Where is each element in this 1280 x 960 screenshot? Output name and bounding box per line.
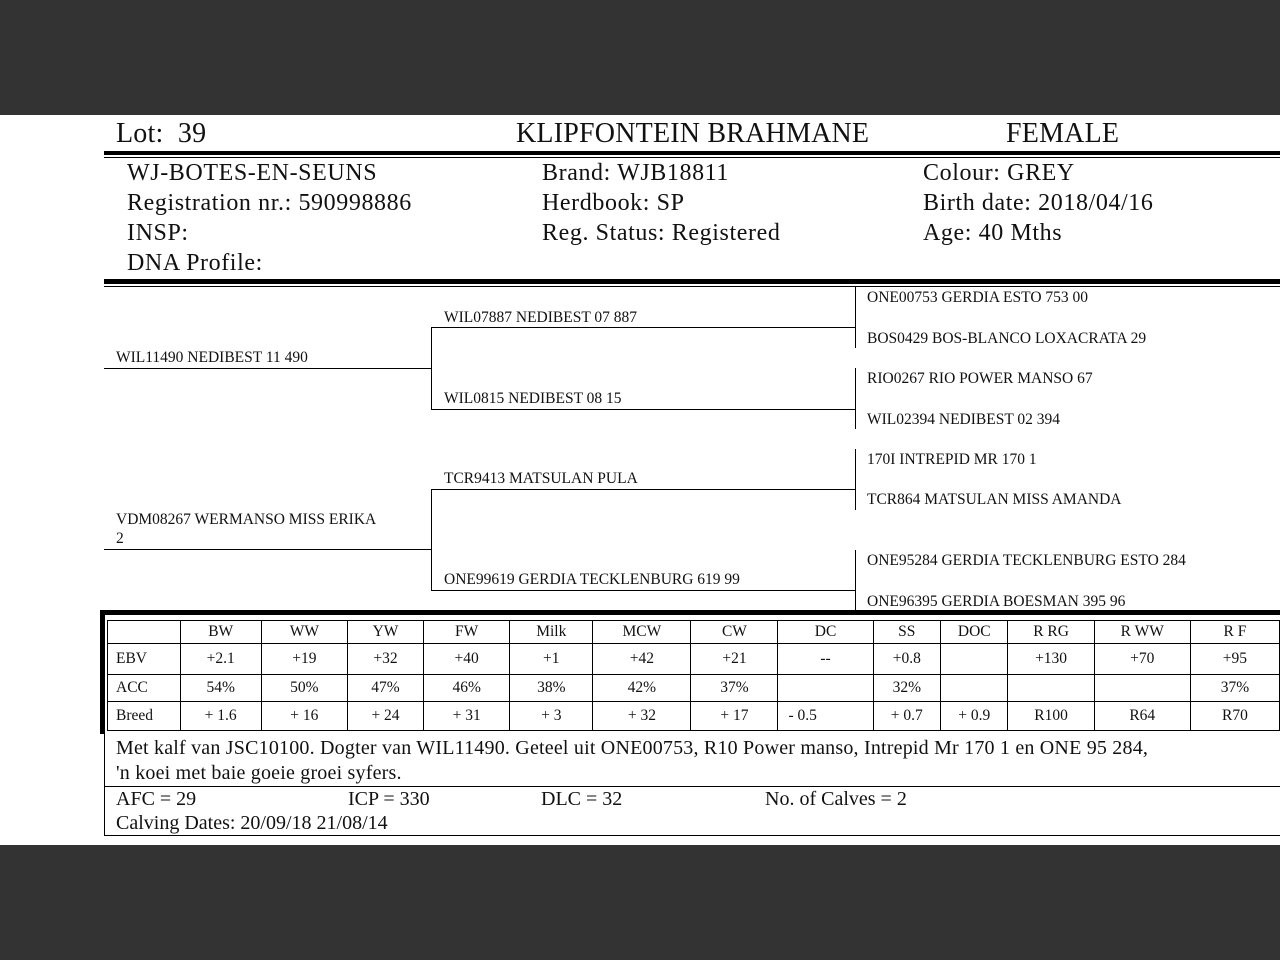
colour: Colour: GREY xyxy=(923,160,1075,186)
acc-cell: 47% xyxy=(347,675,423,702)
ggp-2: BOS0429 BOS-BLANCO LOXACRATA 29 xyxy=(867,330,1147,347)
acc-cell: 38% xyxy=(510,675,593,702)
ds-bracket xyxy=(855,449,856,510)
lot-label xyxy=(116,118,206,150)
sire-sire: WIL07887 NEDIBEST 07 887 xyxy=(444,309,638,326)
acc-cell: 37% xyxy=(1190,675,1279,702)
ebv-cell: +130 xyxy=(1008,644,1094,675)
breed-row xyxy=(108,702,1280,731)
acc-row xyxy=(108,675,1280,702)
ebv-cell: +21 xyxy=(691,644,778,675)
ebv-cell: +40 xyxy=(424,644,510,675)
dam-bracket xyxy=(431,489,432,591)
info-rule-thin xyxy=(104,286,1280,287)
comment-rule xyxy=(104,786,1280,787)
owner-name: WJ-BOTES-EN-SEUNS xyxy=(127,160,378,186)
ebv-col-header: CW xyxy=(691,621,778,644)
breed-cell: - 0.5 xyxy=(778,702,873,731)
acc-cell: 46% xyxy=(424,675,510,702)
ggp-3: RIO0267 RIO POWER MANSO 67 xyxy=(867,370,1093,387)
ebv-col-header: R RG xyxy=(1008,621,1094,644)
sex-label: FEMALE xyxy=(1006,118,1120,149)
breed-cell: + 17 xyxy=(691,702,778,731)
header-rule-thick xyxy=(104,151,1280,155)
icp: ICP = 330 xyxy=(348,788,430,810)
breed-cell: + 0.9 xyxy=(941,702,1008,731)
acc-cell xyxy=(778,675,873,702)
dam-sire: TCR9413 MATSULAN PULA xyxy=(444,470,638,487)
comment-left-border xyxy=(104,734,105,836)
breed-cell: + 24 xyxy=(347,702,423,731)
dam-dam: ONE99619 GERDIA TECKLENBURG 619 99 xyxy=(444,571,740,588)
ebv-cell: -- xyxy=(778,644,873,675)
herdbook: Herdbook: SP xyxy=(542,190,685,216)
catalog-sheet xyxy=(0,115,1280,845)
sire-bracket xyxy=(431,327,432,410)
ebv-col-header xyxy=(108,621,181,644)
acc-cell: 32% xyxy=(873,675,940,702)
dam-line1: VDM08267 WERMANSO MISS ERIKA xyxy=(116,511,377,528)
ebv-col-header: DOC xyxy=(941,621,1008,644)
breed-cell: + 31 xyxy=(424,702,510,731)
breed-cell: R64 xyxy=(1094,702,1190,731)
sire-sire-line xyxy=(431,327,855,328)
acc-cell: 37% xyxy=(691,675,778,702)
ebv-col-header: R WW xyxy=(1094,621,1190,644)
comment-line2: 'n koei met baie goeie groei syfers. xyxy=(116,762,402,784)
registration-number: Registration nr.: 590998886 xyxy=(127,190,412,216)
lot-label-text: Lot: xyxy=(116,118,164,149)
ggp-7: ONE95284 GERDIA TECKLENBURG ESTO 284 xyxy=(867,552,1186,569)
acc-cell xyxy=(1008,675,1094,702)
ggp-8: ONE96395 GERDIA BOESMAN 395 96 xyxy=(867,593,1126,610)
ggp-6: TCR864 MATSULAN MISS AMANDA xyxy=(867,491,1122,508)
sd-bracket xyxy=(855,368,856,429)
ebv-col-header: SS xyxy=(873,621,940,644)
ebv-col-header: MCW xyxy=(593,621,691,644)
registration-status: Reg. Status: Registered xyxy=(542,220,781,246)
breed-cell: + 0.7 xyxy=(873,702,940,731)
breeder-title: KLIPFONTEIN BRAHMANE xyxy=(516,118,870,149)
ebv-cell: +2.1 xyxy=(180,644,261,675)
ebv-cell: +1 xyxy=(510,644,593,675)
footer-bottom-rule xyxy=(104,835,1280,836)
breed-cell: R100 xyxy=(1008,702,1094,731)
sire-dam-line xyxy=(431,409,855,410)
dd-bracket xyxy=(855,550,856,610)
ggp-1: ONE00753 GERDIA ESTO 753 00 xyxy=(867,289,1089,306)
ebv-table xyxy=(107,620,1280,731)
insp-label: INSP: xyxy=(127,220,189,246)
ebv-header-row xyxy=(108,621,1280,644)
ebv-col-header: BW xyxy=(180,621,261,644)
ebv-col-header: WW xyxy=(261,621,347,644)
acc-cell xyxy=(941,675,1008,702)
ss-bracket xyxy=(855,287,856,348)
dam-line2: 2 xyxy=(116,530,124,547)
ebv-cell: +42 xyxy=(593,644,691,675)
lot-number: 39 xyxy=(177,118,207,149)
ebv-top-rule xyxy=(100,610,1280,615)
ebv-cell xyxy=(941,644,1008,675)
age: Age: 40 Mths xyxy=(923,220,1063,246)
birth-date: Birth date: 2018/04/16 xyxy=(923,190,1154,216)
ebv-cell: +70 xyxy=(1094,644,1190,675)
ebv-col-header: FW xyxy=(424,621,510,644)
acc-cell: 50% xyxy=(261,675,347,702)
ebv-col-header: YW xyxy=(347,621,423,644)
acc-cell xyxy=(1094,675,1190,702)
acc-cell: 42% xyxy=(593,675,691,702)
sire-line xyxy=(104,368,431,369)
ggp-5: 170I INTREPID MR 170 1 xyxy=(867,451,1037,468)
info-rule-thick xyxy=(104,279,1280,284)
ebv-col-header: Milk xyxy=(510,621,593,644)
dam-line xyxy=(104,549,431,550)
ebv-cell: +0.8 xyxy=(873,644,940,675)
header-rule-thin xyxy=(104,157,1280,158)
dlc: DLC = 32 xyxy=(541,788,623,810)
dna-profile-label: DNA Profile: xyxy=(127,250,263,276)
ebv-cell: +95 xyxy=(1190,644,1279,675)
dam-dam-line xyxy=(431,590,855,591)
ebv-col-header: R F xyxy=(1190,621,1279,644)
brand: Brand: WJB18811 xyxy=(542,160,729,186)
ebv-row-label: EBV xyxy=(108,644,181,675)
ebv-cell: +32 xyxy=(347,644,423,675)
acc-cell: 54% xyxy=(180,675,261,702)
ebv-row xyxy=(108,644,1280,675)
breed-cell: + 32 xyxy=(593,702,691,731)
afc: AFC = 29 xyxy=(116,788,197,810)
ebv-cell: +19 xyxy=(261,644,347,675)
breed-cell: + 3 xyxy=(510,702,593,731)
comment-line1: Met kalf van JSC10100. Dogter van WIL11490. Geteel uit ONE00753, R10 Power manso, Intrepid Mr 170 1 en ONE 95 284, xyxy=(116,737,1149,759)
ggp-4: WIL02394 NEDIBEST 02 394 xyxy=(867,411,1061,428)
sire-dam: WIL0815 NEDIBEST 08 15 xyxy=(444,390,622,407)
calving-dates: Calving Dates: 20/09/18 21/08/14 xyxy=(116,812,388,834)
dam-sire-line xyxy=(431,489,855,490)
breed-cell: + 16 xyxy=(261,702,347,731)
breed-cell: + 1.6 xyxy=(180,702,261,731)
breed-cell: R70 xyxy=(1190,702,1279,731)
number-of-calves: No. of Calves = 2 xyxy=(765,788,907,810)
acc-row-label: ACC xyxy=(108,675,181,702)
ebv-col-header: DC xyxy=(778,621,873,644)
breed-row-label: Breed xyxy=(108,702,181,731)
sire: WIL11490 NEDIBEST 11 490 xyxy=(116,349,308,366)
ebv-left-rule xyxy=(100,610,105,734)
